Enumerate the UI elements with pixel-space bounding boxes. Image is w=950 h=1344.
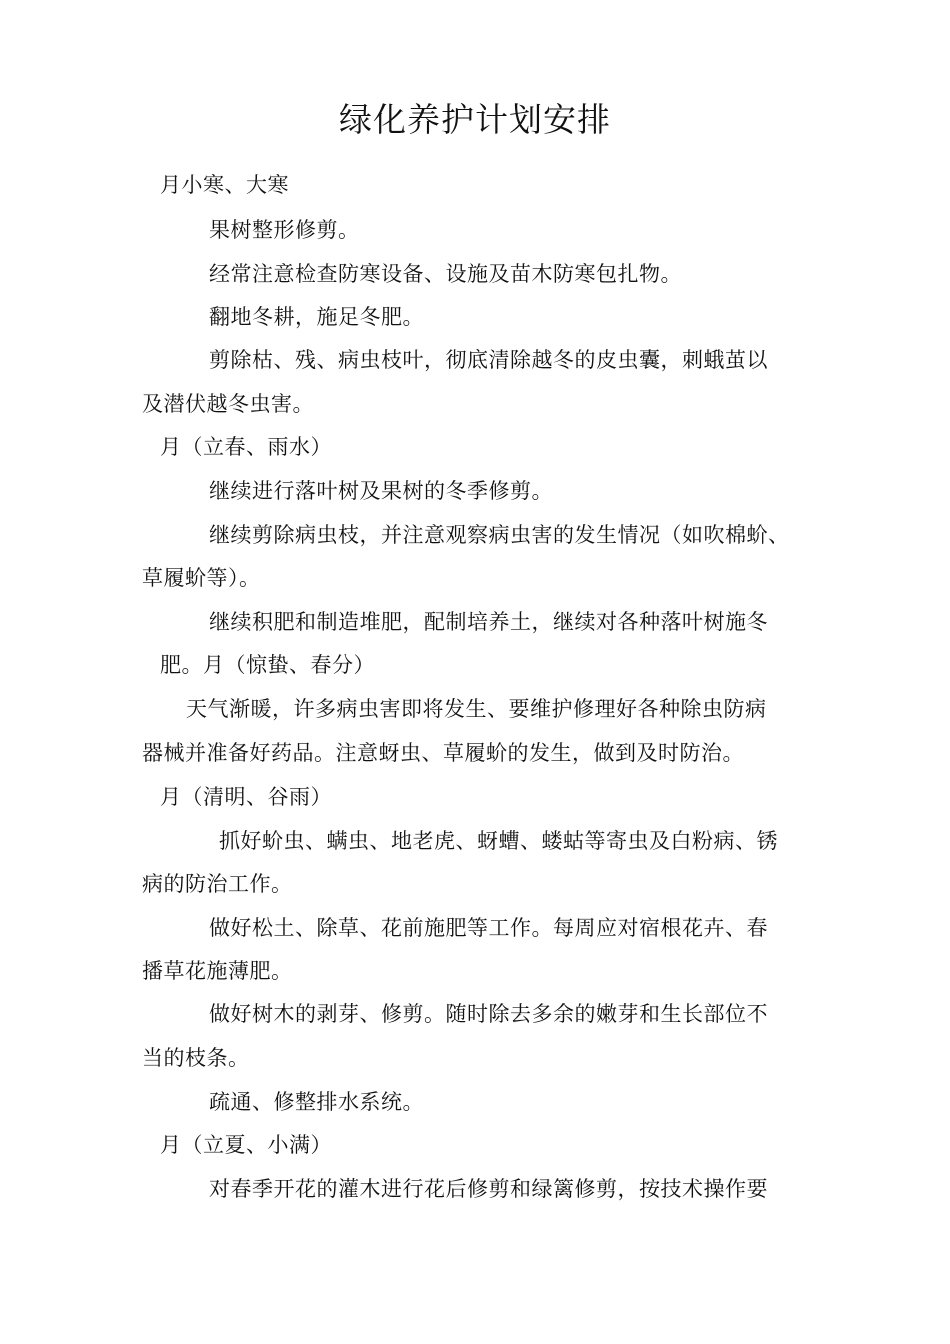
paragraph-line: 疏通、修整排水系统。 bbox=[209, 1090, 424, 1114]
paragraph-line: 继续剪除病虫枝，并注意观察病虫害的发生情况（如吹棉蚧、 bbox=[209, 523, 790, 547]
section-heading-month-5: 月（立夏、小满） bbox=[160, 1133, 332, 1157]
section-heading-month-4: 月（清明、谷雨） bbox=[160, 785, 332, 809]
paragraph-line: 做好松土、除草、花前施肥等工作。每周应对宿根花卉、春 bbox=[209, 916, 768, 940]
paragraph-line: 继续进行落叶树及果树的冬季修剪。 bbox=[209, 479, 553, 503]
paragraph-line: 及潜伏越冬虫害。 bbox=[142, 392, 314, 416]
paragraph-line: 果树整形修剪。 bbox=[209, 218, 360, 242]
section-heading-month-3: 肥。月（惊蛰、春分） bbox=[160, 653, 375, 677]
paragraph-line: 器械并准备好药品。注意蚜虫、草履蚧的发生，做到及时防治。 bbox=[142, 741, 744, 765]
paragraph-line: 播草花施薄肥。 bbox=[142, 959, 293, 983]
section-heading-month-2: 月（立春、雨水） bbox=[160, 435, 332, 459]
paragraph-line: 当的枝条。 bbox=[142, 1046, 250, 1070]
paragraph-line: 对春季开花的灌木进行花后修剪和绿篱修剪，按技术操作要 bbox=[209, 1177, 768, 1201]
document-title: 绿化养护计划安排 bbox=[339, 100, 611, 139]
paragraph-line: 翻地冬耕，施足冬肥。 bbox=[209, 305, 424, 329]
paragraph-line: 抓好蚧虫、螨虫、地老虎、蚜螬、蝼蛄等寄虫及白粉病、锈 bbox=[219, 829, 778, 853]
section-heading-month-1: 月小寒、大寒 bbox=[160, 173, 289, 197]
paragraph-line: 天气渐暖，许多病虫害即将发生、要维护修理好各种除虫防病 bbox=[186, 697, 767, 721]
paragraph-line: 剪除枯、残、病虫枝叶，彻底清除越冬的皮虫囊，刺蛾茧以 bbox=[209, 348, 768, 372]
paragraph-line: 继续积肥和制造堆肥，配制培养土，继续对各种落叶树施冬 bbox=[209, 610, 768, 634]
paragraph-line: 病的防治工作。 bbox=[142, 872, 293, 896]
paragraph-line: 做好树木的剥芽、修剪。随时除去多余的嫩芽和生长部位不 bbox=[209, 1002, 768, 1026]
paragraph-line: 草履蚧等）。 bbox=[142, 566, 261, 590]
paragraph-line: 经常注意检查防寒设备、设施及苗木防寒包扎物。 bbox=[209, 262, 682, 286]
